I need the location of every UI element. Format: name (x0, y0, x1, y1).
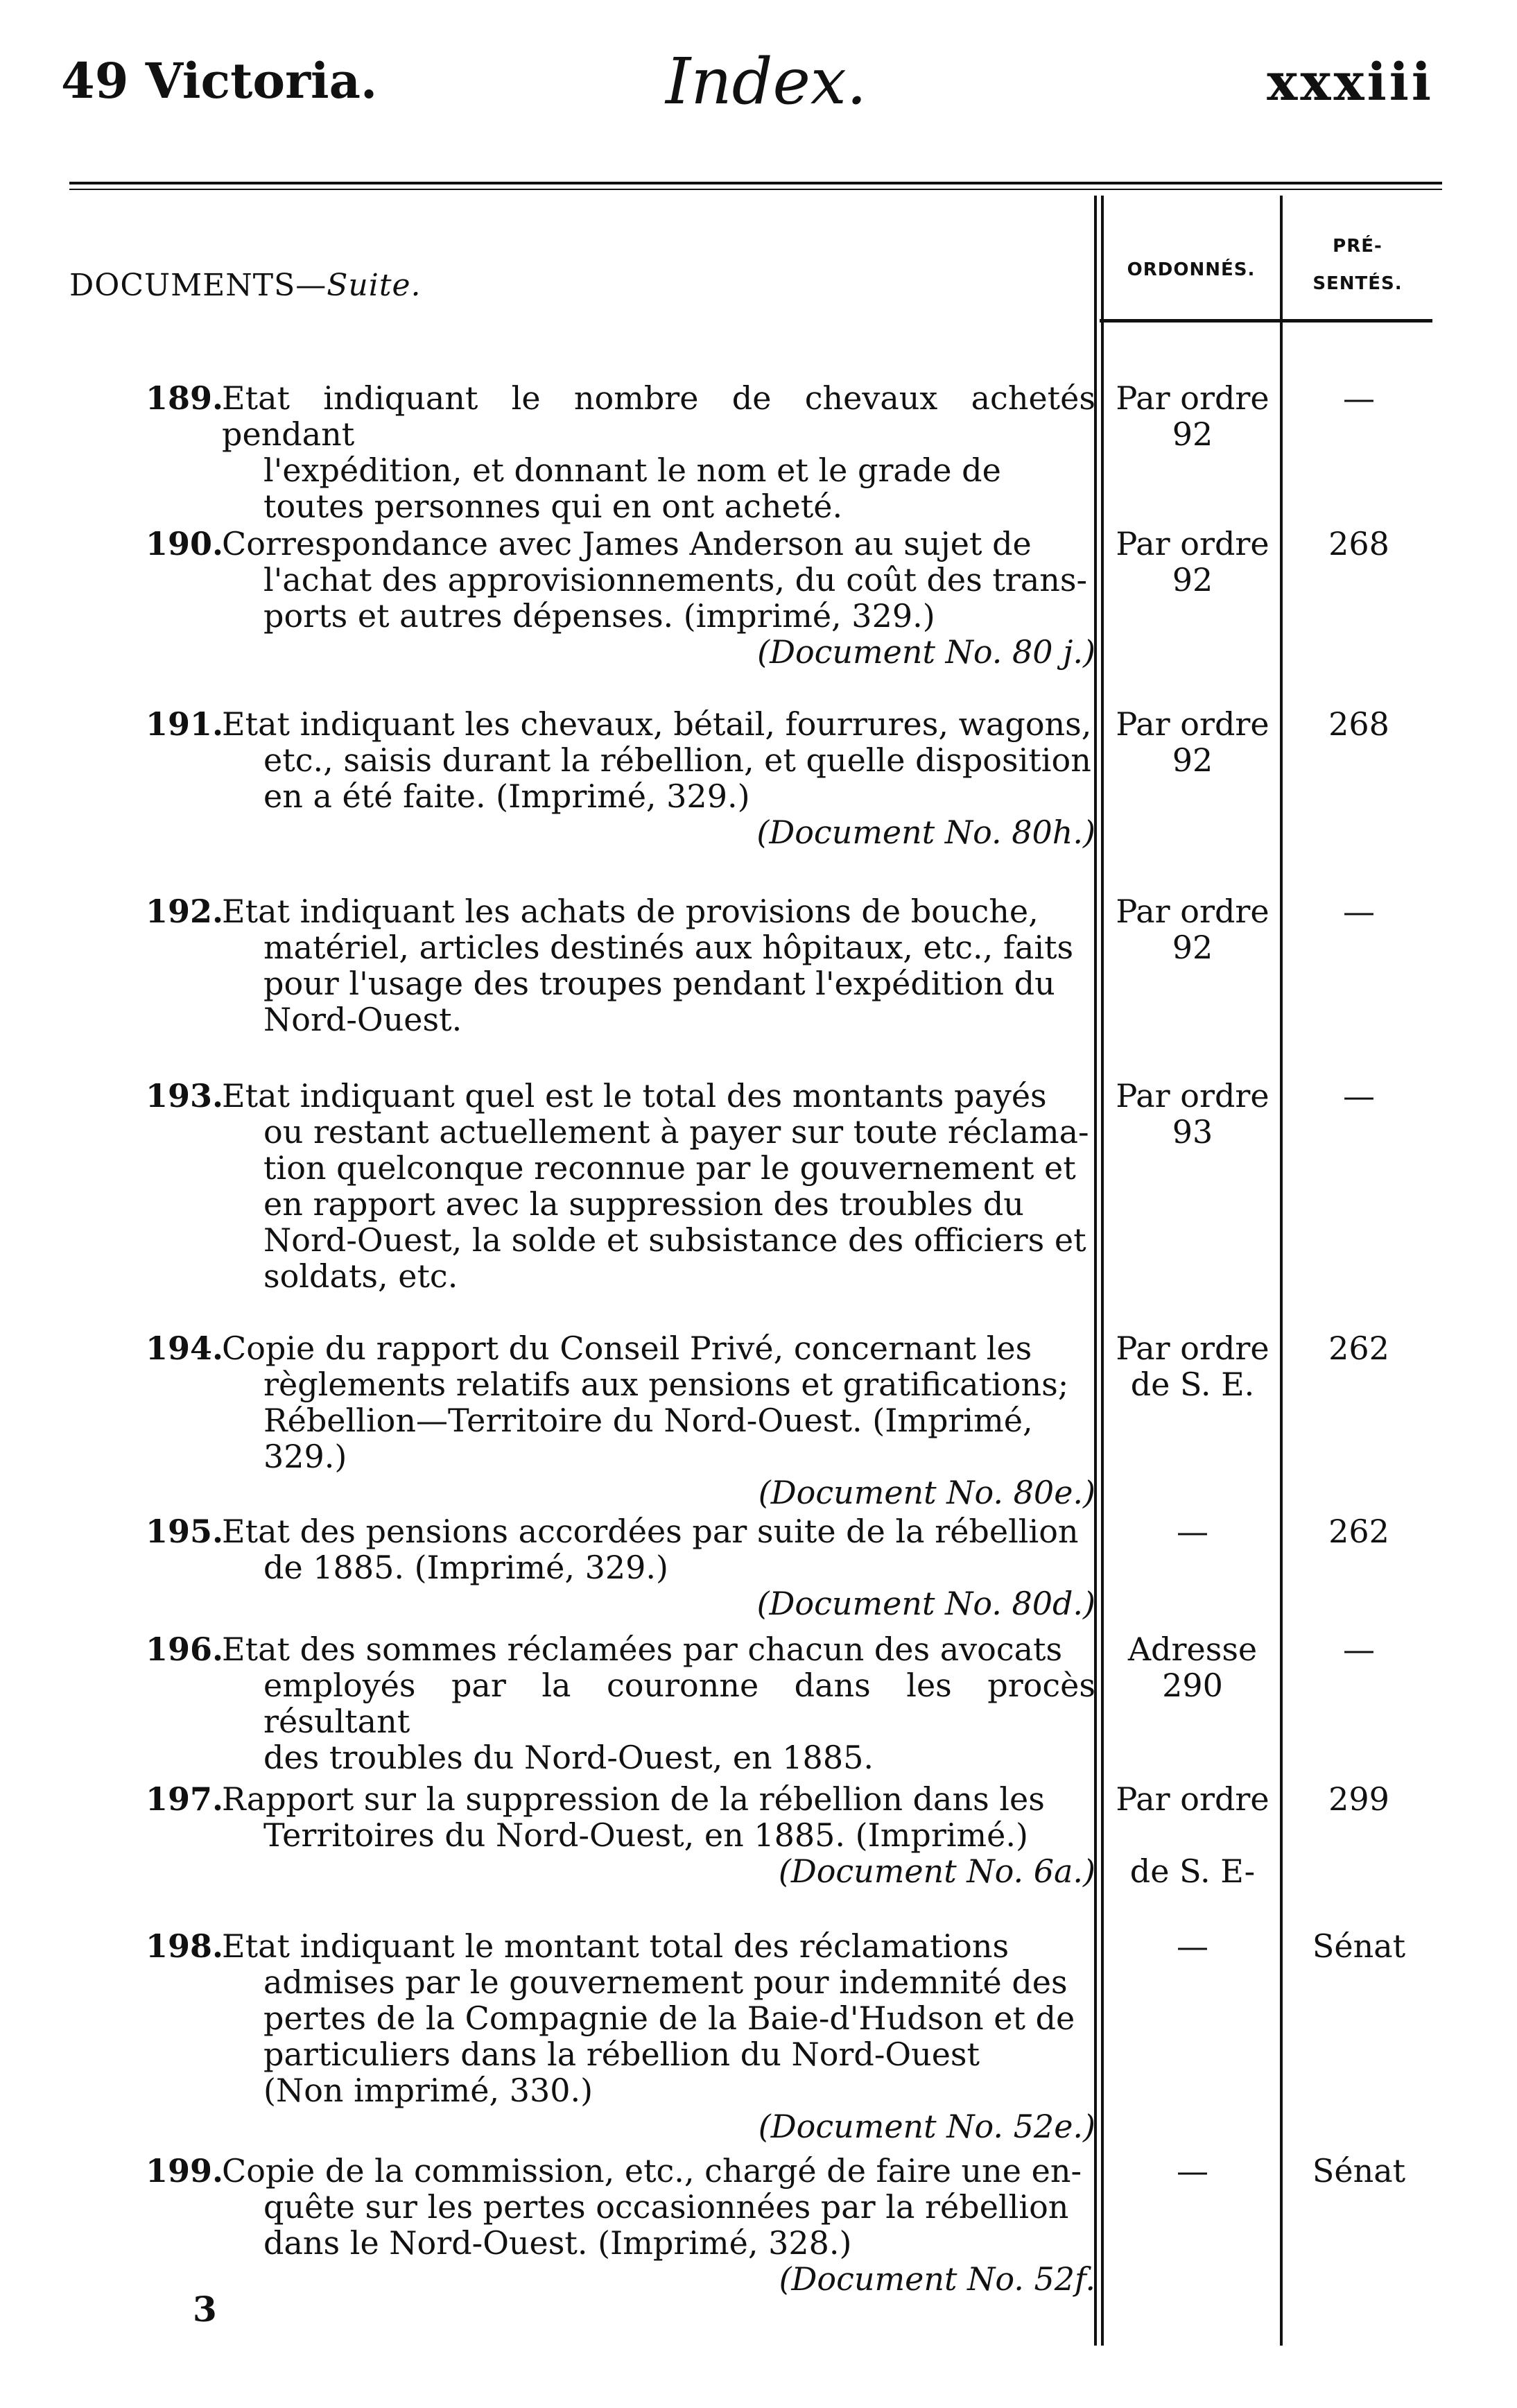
ordonnes-line: 92 (1172, 929, 1213, 966)
entry-line: Correspondance avec James Anderson au sujet de (222, 525, 1032, 562)
entry-line: dans le Nord-Ouest. (Imprimé, 328.) (263, 2224, 852, 2262)
entry-ordonnes (1109, 2153, 1276, 2189)
entry-ordonnes (1109, 1078, 1276, 1150)
column-header-ordonnes: ORDONNÉS. (1127, 259, 1256, 280)
entry-presentes: Sénat (1312, 2152, 1406, 2190)
entry-ordonnes (1109, 380, 1276, 452)
entry-line: 329.) (263, 1438, 347, 1475)
entry-document-reference: (Document No. 80d.) (756, 1585, 1095, 1622)
entry-number: 192. (146, 893, 224, 930)
entry-line: Territoires du Nord-Ouest, en 1885. (Imprimé.) (263, 1816, 1028, 1854)
ordonnes-line: de S. E- (1129, 1852, 1256, 1890)
ordonnes-line: Par ordre (1116, 525, 1269, 562)
entry-presentes: 262 (1328, 1330, 1389, 1367)
entry-line: employés par la couronne dans les procès résultant (263, 1667, 1095, 1740)
entry-number: 191. (146, 705, 224, 743)
header-rule (69, 182, 1442, 184)
section-title-main: DOCUMENTS— (69, 268, 327, 303)
column-divider-right (1280, 196, 1283, 2346)
entry-line: Etat indiquant le montant total des réclamations (222, 1927, 1009, 1965)
entry-number: 196. (146, 1631, 224, 1668)
entry-document-reference: (Document No. 6a.) (778, 1852, 1095, 1890)
entry-ordonnes (1109, 1330, 1276, 1402)
entry-line: Rapport sur la suppression de la rébellion dans les (222, 1780, 1045, 1818)
entry-number: 199. (146, 2152, 224, 2190)
ordonnes-line: — (1177, 1927, 1208, 1965)
ordonnes-line: Adresse (1127, 1631, 1258, 1668)
entry-ordonnes (1109, 526, 1276, 598)
entry-presentes: — (1343, 893, 1375, 930)
entry-document-reference: (Document No. 52e.) (758, 2108, 1095, 2145)
ordonnes-line: Par ordre (1116, 705, 1269, 743)
entry-line: en rapport avec la suppression des troubles du (263, 1185, 1024, 1223)
column-header-presentes-bottom: SENTÉS. (1312, 273, 1403, 294)
entry-line: de 1885. (Imprimé, 329.) (263, 1549, 668, 1586)
ordonnes-line: de S. E. (1130, 1366, 1255, 1403)
entry-line: Copie de la commission, etc., chargé de faire une en- (222, 2152, 1082, 2190)
entry-presentes: — (1343, 1631, 1375, 1668)
entry-line: Etat indiquant quel est le total des montants payés (222, 1077, 1047, 1115)
entry-line: règlements relatifs aux pensions et gratifications; (263, 1366, 1069, 1403)
section-title-suffix: Suite. (327, 268, 422, 303)
entry-line: pour l'usage des troupes pendant l'expédition du (263, 965, 1055, 1002)
entry-line: Nord-Ouest, la solde et subsistance des officiers et (263, 1221, 1086, 1259)
ordonnes-line: Par ordre (1116, 1077, 1269, 1115)
entry-line: ou restant actuellement à payer sur toute réclama- (263, 1113, 1089, 1151)
ordonnes-line (1109, 1817, 1276, 1853)
entry-line: Etat indiquant les achats de provisions de bouche, (222, 893, 1039, 930)
entry-number: 193. (146, 1077, 224, 1115)
column-header-rule (1100, 319, 1432, 322)
entry-description (222, 705, 1095, 851)
entry-description (222, 1513, 1095, 1622)
entry-document-reference: (Document No. 80e.) (758, 1474, 1095, 1511)
entry-number: 195. (146, 1513, 224, 1550)
ordonnes-line: Par ordre (1116, 1330, 1269, 1367)
entry-line: l'expédition, et donnant le nom et le grade de (263, 452, 1001, 489)
entry-presentes: 299 (1328, 1780, 1389, 1818)
entry-description (222, 1330, 1095, 1511)
entry-description (222, 1780, 1095, 1890)
ordonnes-line: — (1177, 2152, 1208, 2190)
ordonnes-line: 92 (1172, 415, 1213, 453)
entry-number: 190. (146, 525, 224, 562)
column-divider-left-double (1101, 196, 1104, 2346)
entry-line: etc., saisis durant la rébellion, et quelle disposition (263, 741, 1091, 779)
running-header-left: 49 Victoria. (61, 52, 378, 110)
entry-line: quête sur les pertes occasionnées par la rébellion (263, 2188, 1069, 2226)
entry-presentes: 262 (1328, 1513, 1389, 1550)
entry-line: matériel, articles destinés aux hôpitaux, etc., faits (263, 929, 1074, 966)
entry-presentes: — (1343, 379, 1375, 417)
signature-mark: 3 (193, 2289, 217, 2330)
entry-ordonnes (1109, 706, 1276, 778)
entry-line: Nord-Ouest. (263, 1001, 462, 1038)
entry-line: l'achat des approvisionnements, du coût des trans- (263, 561, 1088, 599)
ordonnes-line: 92 (1172, 741, 1213, 779)
entry-ordonnes (1109, 1513, 1276, 1549)
entry-ordonnes (1109, 1928, 1276, 1964)
ordonnes-line: 93 (1172, 1113, 1213, 1151)
entry-document-reference: (Document No. 52f. (779, 2260, 1095, 2298)
ordonnes-line: Par ordre (1116, 1780, 1269, 1818)
ordonnes-line: Par ordre (1116, 379, 1269, 417)
entry-description (222, 1631, 1095, 1776)
entry-description (222, 1077, 1095, 1295)
entry-line: tion quelconque reconnue par le gouvernement et (263, 1149, 1076, 1187)
entry-line: Etat indiquant les chevaux, bétail, fourrures, wagons, (222, 705, 1092, 743)
entry-description (222, 2152, 1095, 2298)
entry-presentes: 268 (1328, 705, 1389, 743)
entry-line: pertes de la Compagnie de la Baie-d'Hudson et de (263, 2000, 1075, 2037)
entry-presentes: — (1343, 1077, 1375, 1115)
entry-ordonnes (1109, 1781, 1276, 1889)
ordonnes-line: — (1177, 1513, 1208, 1550)
entry-description (222, 525, 1095, 671)
entry-description (222, 893, 1095, 1038)
entry-presentes: Sénat (1312, 1927, 1406, 1965)
entry-line: admises par le gouvernement pour indemnité des (263, 1963, 1068, 2001)
entry-line: Etat des sommes réclamées par chacun des avocats (222, 1631, 1063, 1668)
entry-line: Copie du rapport du Conseil Privé, concernant les (222, 1330, 1032, 1367)
entry-line: en a été faite. (Imprimé, 329.) (263, 777, 750, 815)
ordonnes-line: 92 (1172, 561, 1213, 599)
entry-line: toutes personnes qui en ont acheté. (263, 488, 843, 525)
entry-ordonnes (1109, 893, 1276, 965)
entry-ordonnes (1109, 1631, 1276, 1703)
entry-line: Etat indiquant le nombre de chevaux achetés pendant (222, 379, 1095, 453)
entry-line: particuliers dans la rébellion du Nord-Ouest (263, 2036, 980, 2073)
entry-number: 194. (146, 1330, 224, 1367)
entry-line: Rébellion—Territoire du Nord-Ouest. (Imprimé, (263, 1402, 1033, 1439)
entry-line: (Non imprimé, 330.) (263, 2072, 593, 2109)
entry-line: des troubles du Nord-Ouest, en 1885. (263, 1739, 874, 1776)
running-header-title: Index. (666, 44, 867, 119)
page-number: xxxiii (1267, 53, 1434, 112)
entry-document-reference: (Document No. 80 j.) (757, 633, 1095, 671)
column-header-presentes-top: PRÉ- (1333, 236, 1382, 257)
entry-document-reference: (Document No. 80h.) (756, 814, 1095, 851)
entry-line: Etat des pensions accordées par suite de la rébellion (222, 1513, 1079, 1550)
ordonnes-line: 290 (1162, 1667, 1223, 1704)
entry-description (222, 379, 1095, 525)
ordonnes-line: Par ordre (1116, 893, 1269, 930)
header-rule-double (69, 189, 1442, 190)
entry-description (222, 1927, 1095, 2145)
entry-line: ports et autres dépenses. (imprimé, 329.) (263, 597, 935, 635)
section-title (69, 268, 422, 303)
entry-number: 189. (146, 379, 224, 417)
entry-number: 198. (146, 1927, 224, 1965)
entry-number: 197. (146, 1780, 224, 1818)
entry-line: soldats, etc. (263, 1257, 458, 1295)
entry-presentes: 268 (1328, 525, 1389, 562)
